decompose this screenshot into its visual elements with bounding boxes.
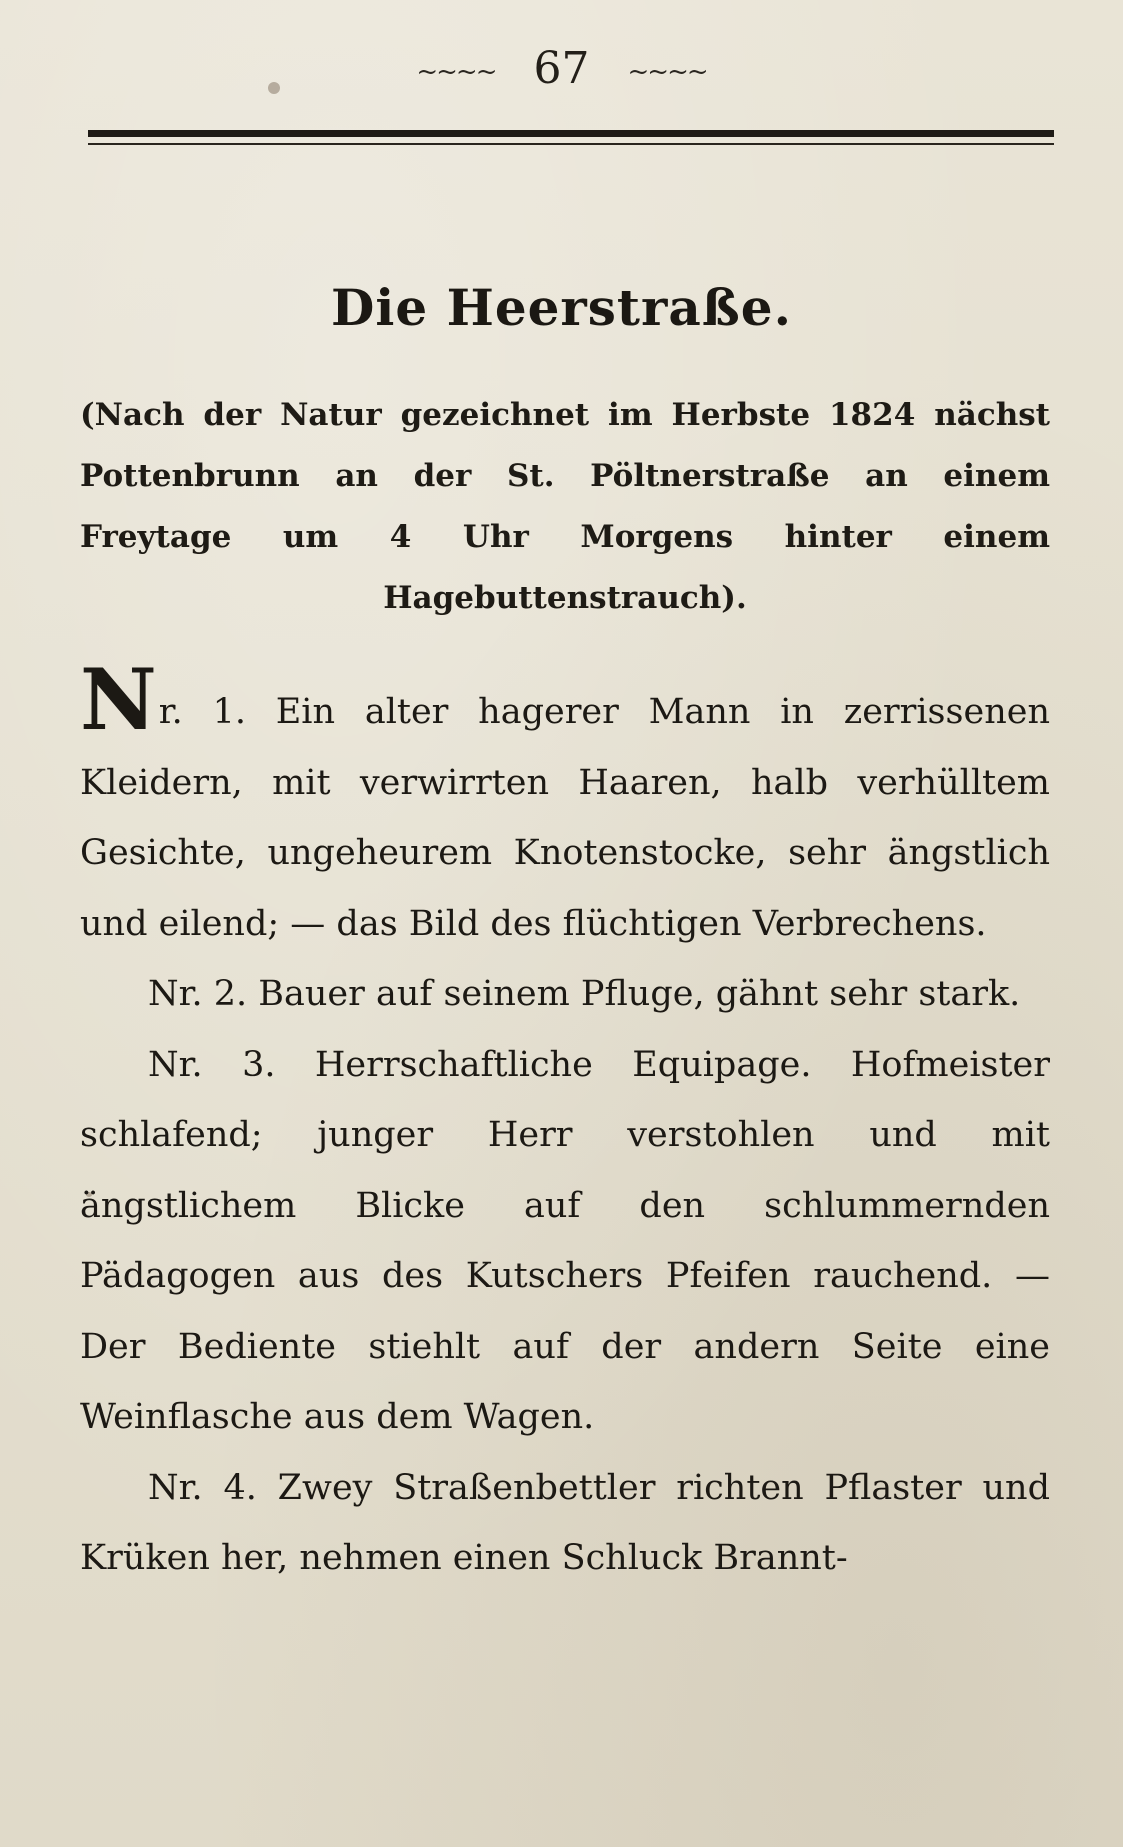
header-ornament-right: ~~~~ xyxy=(627,57,707,87)
paragraph-3: Nr. 3. Herrschaftliche Equipage. Hofmeister schlafend; junger Herr verstohlen und mit ängstlichem Blicke auf den schlummernden Pädagogen aus des Kutschers Pfeifen rauchend. — Der Bediente stiehlt auf der andern Seite eine Weinflasche aus dem Wagen. xyxy=(80,1044,1050,1437)
paragraph-1 xyxy=(80,650,1050,959)
body-text xyxy=(80,650,1050,1594)
paragraph-1-text: r. 1. Ein alter hagerer Mann in zerrissenen Kleidern, mit verwirrten Haaren, halb verhülltem Gesichte, ungeheurem Knotenstocke, sehr ängstlich und eilend; — das Bild des flüchtigen Verbrechens. xyxy=(80,692,1050,944)
paragraph-2: Nr. 2. Bauer auf seinem Pfluge, gähnt sehr stark. xyxy=(148,974,1021,1014)
page-number: 67 xyxy=(533,42,590,94)
chapter-title: Die Heerstraße. xyxy=(331,278,792,337)
header-ornament-left: ~~~~ xyxy=(416,57,496,87)
chapter-subtitle: (Nach der Natur gezeichnet im Herbste 1824 nächst Pottenbrunn an der St. Pöltnerstraße an einem Freytage um 4 Uhr Morgens hinter einem Hagebuttenstrauch). xyxy=(80,397,1050,616)
running-header xyxy=(0,38,1123,98)
header-rule-thick xyxy=(88,130,1054,137)
paragraph-4: Nr. 4. Zwey Straßenbettler richten Pflaster und Krüken her, nehmen einen Schluck Brannt- xyxy=(80,1467,1050,1578)
header-rule-thin xyxy=(88,143,1054,145)
drop-cap: N xyxy=(80,650,157,749)
